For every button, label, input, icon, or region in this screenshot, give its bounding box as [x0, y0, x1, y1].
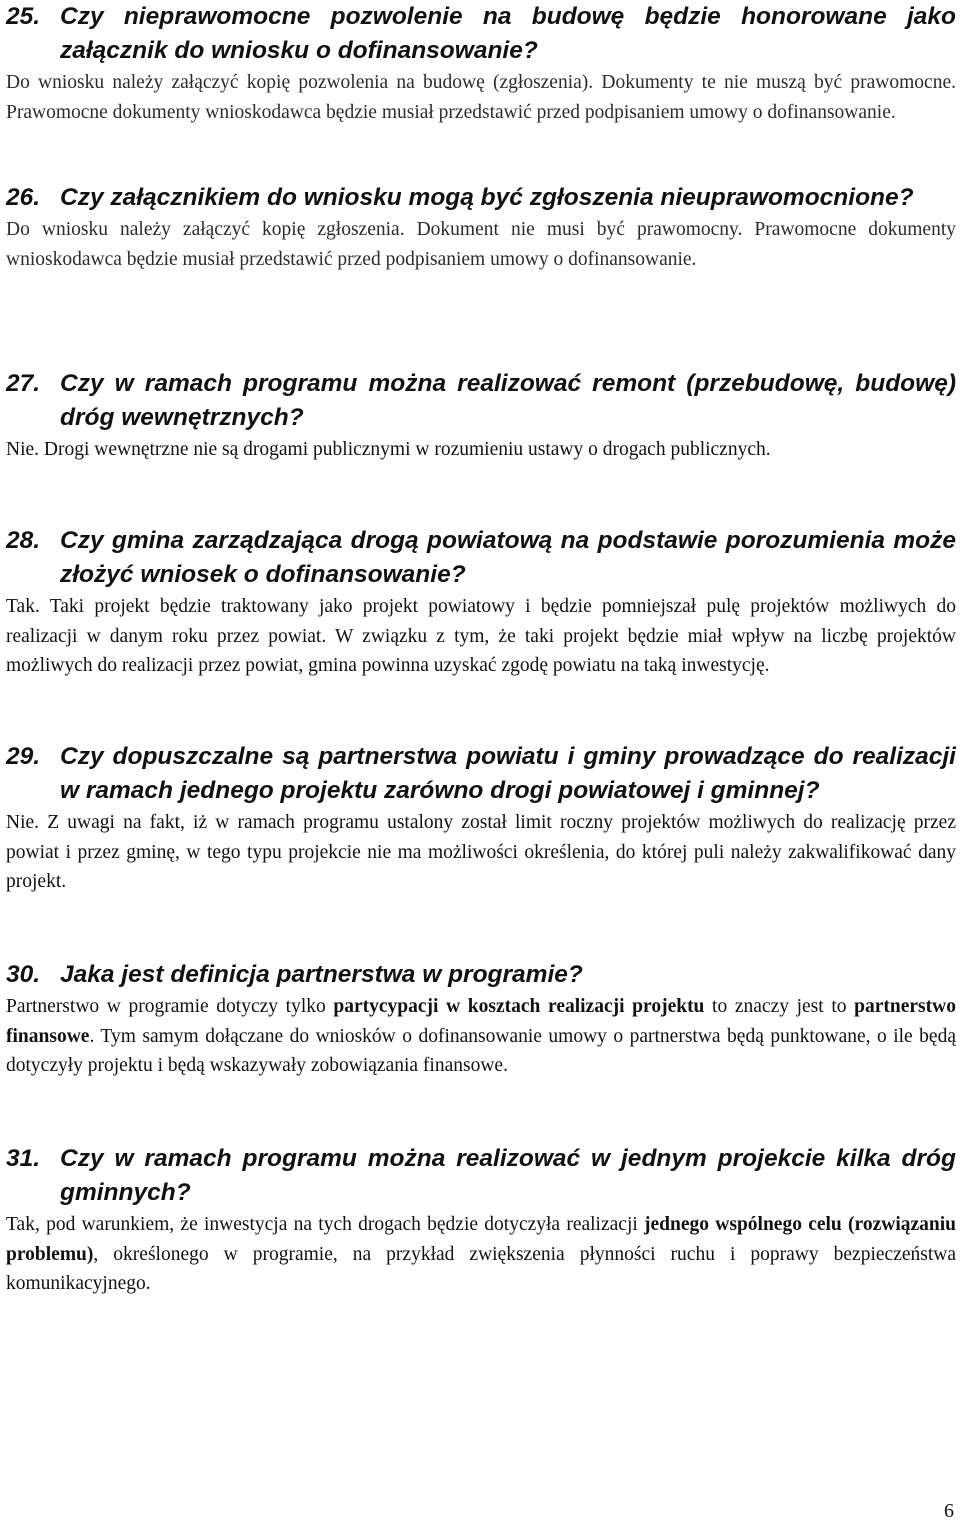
answer-text: Do wniosku należy załączyć kopię zgłoszenia. Dokument nie musi być prawomocny. Prawomocne dokumenty wnioskodawca będzie musiał przedstawić przed podpisaniem umowy o dofinansowanie.: [6, 219, 956, 270]
question-text: Czy nieprawomocne pozwolenie na budowę będzie honorowane jako załącznik do wniosku o dofinansowanie?: [60, 3, 956, 64]
answer-emphasis: partnerstwo finansowe: [6, 996, 956, 1047]
page-number: 6: [944, 1500, 954, 1522]
question-number: 28.: [6, 527, 41, 554]
question-heading: [6, 740, 956, 808]
faq-item-30: [6, 958, 956, 1081]
answer-part: to znaczy jest to: [704, 996, 855, 1017]
question-text: Czy gmina zarządzająca drogą powiatową na podstawie porozumienia może złożyć wniosek o dofinansowanie?: [60, 527, 956, 588]
answer-part: , określonego w programie, na przykład zwiększenia płynności ruchu i poprawy bezpieczeństwa komunikacyjnego.: [6, 1243, 956, 1294]
question-heading: [6, 181, 956, 215]
question-heading: [6, 0, 956, 68]
answer-part: Tak, pod warunkiem, że inwestycja na tych drogach będzie dotyczyła realizacji: [6, 1214, 645, 1235]
question-text: Czy dopuszczalne są partnerstwa powiatu i gminy prowadzące do realizacji w ramach jednego projektu zarówno drogi powiatowej i gminnej?: [60, 743, 956, 804]
question-heading: [6, 524, 956, 592]
faq-item-26: [6, 181, 956, 274]
answer-part: . Tym samym dołączane do wniosków o dofinansowanie umowy o partnerstwa będą punktowane, o ile będą dotyczyły projektu i będą wskazywały zobowiązania finansowe.: [6, 1025, 956, 1076]
faq-item-27: [6, 367, 956, 465]
question-heading: [6, 1142, 956, 1210]
question-number: 26.: [6, 184, 41, 211]
question-heading: [6, 958, 956, 992]
question-text: Jaka jest definicja partnerstwa w programie?: [60, 961, 583, 988]
question-heading: [6, 367, 956, 435]
question-text: Czy załącznikiem do wniosku mogą być zgłoszenia nieuprawomocnione?: [60, 184, 914, 211]
question-number: 31.: [6, 1145, 41, 1172]
answer-text: Nie. Z uwagi na fakt, iż w ramach programu ustalony został limit roczny projektów możliwych do realizację przez powiat i przez gminę, w tego typu projekcie nie ma możliwości określenia, do której puli należy zakwalifikować dany projekt.: [6, 812, 956, 892]
question-number: 30.: [6, 961, 41, 988]
answer-text: Nie. Drogi wewnętrzne nie są drogami publicznymi w rozumieniu ustawy o drogach publicznych.: [6, 439, 771, 460]
question-number: 29.: [6, 743, 41, 770]
question-number: 27.: [6, 370, 41, 397]
faq-item-31: [6, 1142, 956, 1299]
answer-part: Partnerstwo w programie dotyczy tylko: [6, 996, 334, 1017]
answer-text: [6, 992, 956, 1081]
question-text: Czy w ramach programu można realizować remont (przebudowę, budowę) dróg wewnętrznych?: [60, 370, 956, 431]
answer-text: Do wniosku należy załączyć kopię pozwolenia na budowę (zgłoszenia). Dokumenty te nie muszą być prawomocne. Prawomocne dokumenty wnioskodawca będzie musiał przedstawić przed podpisaniem umowy o dofinansowanie.: [6, 72, 956, 123]
faq-item-29: [6, 740, 956, 897]
answer-emphasis: jednego wspólnego celu (rozwiązaniu problemu): [6, 1214, 956, 1265]
faq-item-28: [6, 524, 956, 681]
answer-text: [6, 1210, 956, 1299]
question-number: 25.: [6, 3, 41, 30]
question-text: Czy w ramach programu można realizować w jednym projekcie kilka dróg gminnych?: [60, 1145, 956, 1206]
answer-emphasis: partycypacji w kosztach realizacji projektu: [333, 996, 705, 1017]
answer-text: Tak. Taki projekt będzie traktowany jako projekt powiatowy i będzie pomniejszał pulę projektów możliwych do realizacji w danym roku przez powiat. W związku z tym, że taki projekt będzie miał wpływ na liczbę projektów możliwych do realizacji przez powiat, gmina powinna uzyskać zgodę powiatu na taką inwestycję.: [6, 596, 956, 676]
faq-item-25: [6, 0, 956, 127]
